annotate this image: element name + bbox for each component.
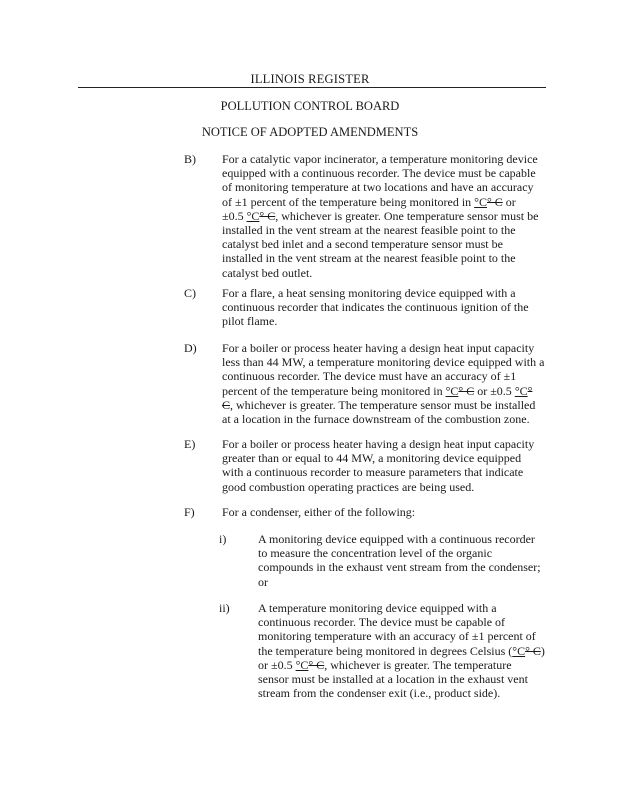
text-line: good combustion operating practices are being used. bbox=[222, 479, 475, 494]
text-line bbox=[222, 398, 546, 412]
text-line: or bbox=[258, 574, 268, 589]
text-line: catalyst bed outlet. bbox=[222, 265, 313, 280]
item-e-letter: E) bbox=[184, 437, 196, 451]
text-line: sensor must be installed at a location in the exhaust vent bbox=[258, 672, 528, 687]
text-segment: the temperature being monitored in degrees Celsius ( bbox=[258, 643, 513, 658]
register-title: ILLINOIS REGISTER bbox=[250, 72, 370, 86]
text-segment: percent of the temperature being monitored in bbox=[222, 383, 446, 398]
text-line: For a boiler or process heater having a design heat input capacity bbox=[222, 341, 535, 355]
text-line: at a location in the furnace downstream of the combustion zone. bbox=[222, 412, 530, 427]
inserted-text: °C bbox=[445, 383, 459, 398]
inserted-text: °C bbox=[246, 208, 260, 223]
text-line bbox=[222, 384, 546, 398]
deleted-text: ° C bbox=[458, 383, 475, 398]
text-line: compounds in the exhaust vent stream from the condenser; bbox=[258, 560, 541, 575]
deleted-text: C bbox=[222, 397, 231, 412]
text-segment: , whichever is greater. One temperature sensor must be bbox=[275, 208, 539, 223]
text-line: monitoring temperature with an accuracy of ±1 percent of bbox=[258, 629, 536, 644]
item-f-i-letter: i) bbox=[219, 532, 227, 546]
text-line: pilot flame. bbox=[222, 314, 278, 329]
item-c-text bbox=[222, 286, 546, 329]
deleted-text: ° bbox=[527, 383, 533, 398]
text-segment: , whichever is greater. The temperature sensor must be installed bbox=[230, 397, 536, 412]
text-segment: , whichever is greater. The temperature bbox=[324, 657, 512, 672]
item-d-text bbox=[222, 341, 546, 426]
text-line: less than 44 MW, a temperature monitoring device equipped with a bbox=[222, 355, 545, 370]
text-line: equipped with a continuous recorder. The device must be capable bbox=[222, 166, 536, 181]
item-e-text bbox=[222, 437, 546, 494]
text-line: continuous recorder that indicates the continuous ignition of the bbox=[222, 300, 529, 315]
text-line: catalyst bed inlet and a second temperature sensor must be bbox=[222, 237, 503, 252]
item-f-ii-letter: ii) bbox=[219, 601, 230, 615]
item-c-letter: C) bbox=[184, 286, 196, 300]
text-segment: or bbox=[502, 194, 516, 209]
deleted-text: ° C bbox=[525, 643, 541, 658]
text-line: with a continuous recorder to measure parameters that indicate bbox=[222, 465, 524, 480]
deleted-text: ° C bbox=[486, 194, 503, 209]
board-title: POLLUTION CONTROL BOARD bbox=[220, 99, 400, 113]
item-f-text bbox=[222, 505, 546, 519]
text-segment: or ±0.5 bbox=[474, 383, 515, 398]
text-line: installed in the vent stream at the nearest feasible point to the bbox=[222, 251, 516, 266]
text-line bbox=[222, 195, 546, 209]
inserted-text: °C bbox=[295, 657, 309, 672]
text-line: For a condenser, either of the following: bbox=[222, 505, 416, 519]
header-rule bbox=[78, 87, 546, 88]
text-line bbox=[258, 644, 550, 658]
text-segment: ) bbox=[540, 643, 545, 658]
item-f-ii-text bbox=[258, 601, 550, 700]
inserted-text: °C bbox=[512, 643, 526, 658]
text-line: A monitoring device equipped with a continuous recorder bbox=[258, 532, 535, 546]
text-line: continuous recorder. The device must be capable of bbox=[258, 615, 506, 630]
text-line: of monitoring temperature at two locations and have an accuracy bbox=[222, 180, 534, 195]
text-segment: ±0.5 bbox=[222, 208, 247, 223]
text-segment: of ±1 percent of the temperature being monitored in bbox=[222, 194, 475, 209]
text-line bbox=[258, 658, 550, 672]
text-line: For a boiler or process heater having a design heat input capacity bbox=[222, 437, 535, 451]
item-b-letter: B) bbox=[184, 152, 196, 166]
item-d-letter: D) bbox=[184, 341, 197, 355]
text-segment: or ±0.5 bbox=[258, 657, 296, 672]
deleted-text: ° C bbox=[308, 657, 325, 672]
deleted-text: ° C bbox=[259, 208, 276, 223]
text-line: continuous recorder. The device must have an accuracy of ±1 bbox=[222, 369, 517, 384]
text-line: installed in the vent stream at the nearest feasible point to the bbox=[222, 223, 516, 238]
item-b-text bbox=[222, 152, 546, 280]
inserted-text: °C bbox=[474, 194, 487, 209]
item-f-letter: F) bbox=[184, 505, 195, 519]
text-line: to measure the concentration level of the organic bbox=[258, 546, 493, 561]
notice-title: NOTICE OF ADOPTED AMENDMENTS bbox=[201, 125, 419, 139]
text-line: stream from the condenser exit (i.e., product side). bbox=[258, 686, 501, 701]
text-line: For a flare, a heat sensing monitoring device equipped with a bbox=[222, 286, 516, 300]
text-line: greater than or equal to 44 MW, a monitoring device equipped bbox=[222, 451, 522, 466]
text-line: A temperature monitoring device equipped with a bbox=[258, 601, 497, 615]
item-f-i-text bbox=[258, 532, 550, 589]
inserted-text: °C bbox=[514, 383, 528, 398]
text-line bbox=[222, 209, 546, 223]
text-line: For a catalytic vapor incinerator, a temperature monitoring device bbox=[222, 152, 538, 166]
